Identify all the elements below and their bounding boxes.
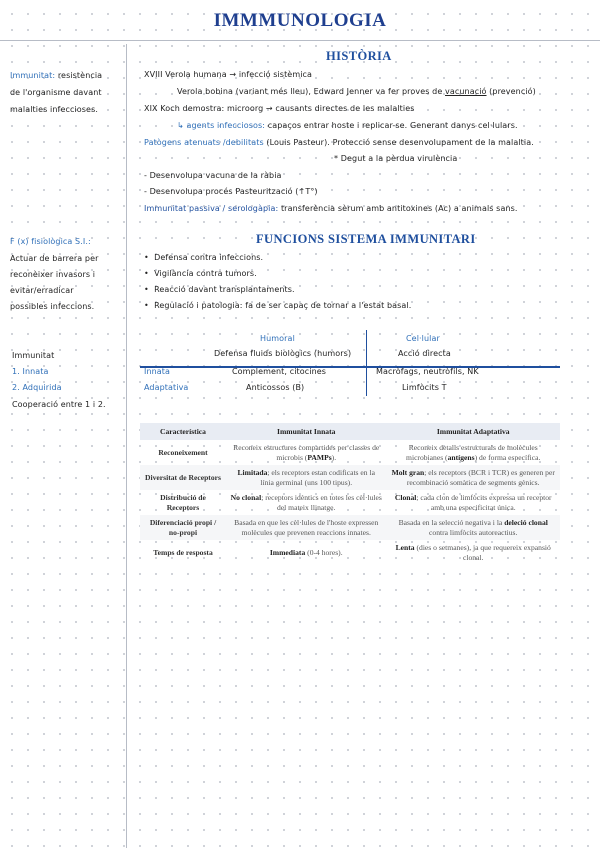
funcio-bullet: • Defensa contra infeccions. [144, 253, 264, 262]
funcio-bullet: • Regulació i patologia: fa de ser capaç de tornar a l'estat basal. [144, 301, 412, 310]
col-header: Immunitat Adaptativa [386, 423, 560, 440]
historia-line: ↳ agents infecciosos: capaços entrar hoste i replicar-se. Generant danys cel·lulars. [177, 121, 518, 130]
historia-line: - Desenvolupa procés Pasteurització (↑T°) [144, 187, 318, 196]
funcio-bullet: • Vigilància contra tumors. [144, 269, 257, 278]
mini-table-hline [140, 366, 560, 368]
adaptativa-cell: Basada en la selecció negativa i la deleció clonal contra limfòcits autoreactius. [386, 515, 560, 540]
title-divider [0, 40, 600, 41]
row-label: Reconeixement [158, 448, 208, 458]
funcions-side-line: evitar/erradicar [10, 286, 74, 295]
adaptativa-cell: Molt gran; els receptors (BCR i TCR) es generen per recombinació somàtica de segments gènics. [386, 465, 560, 490]
immunitat-notes-title: Immunitat [12, 351, 55, 360]
mini-cell: Anticossos (B) [246, 383, 305, 392]
historia-line: Patògens atenuats /debilitats (Louis Pasteur). Protecció sense desenvolupament de la malaltia. [144, 138, 534, 147]
mini-col-humoral: Humoral [260, 334, 295, 343]
table-header-row [140, 423, 560, 440]
table-row [140, 515, 560, 540]
agents-infecciosos-term: agents infecciosos: [186, 121, 266, 130]
historia-side-line: malalties infeccioses. [10, 105, 98, 114]
adaptativa-cell: Reconeix detalls estructurals de molècules microbianes (antígens) de forma específica. [406, 443, 541, 462]
historia-heading: HISTÒRIA [326, 49, 392, 63]
historia-line: * Degut a la pèrdua virulència [334, 154, 458, 163]
historia-line: Immunitat passiva / serologàpia: transferència sèrum amb antitoxines (Ac) a animals sans. [144, 204, 518, 213]
humoral-cellular-table [140, 330, 560, 396]
historia-line: - Desenvolupa vacuna de la ràbia [144, 171, 282, 180]
mini-table-vline [366, 330, 367, 396]
innata-cell: Basada en que les cèl·lules de l'hoste expressen molècules que prevenen reaccions innates. [226, 515, 386, 540]
adaptativa-cell: Lenta (dies o setmanes), ja que requereix expansió clonal. [395, 543, 551, 562]
row-label: Distribució de Receptors [160, 493, 206, 512]
mini-row-innata: Innata [144, 367, 171, 376]
historia-line: Verola bobina (variant més lleu), Edward Jenner va fer proves de vacunació (prevenció) [177, 87, 536, 96]
row-label: Diferenciació propi / no-propi [140, 515, 226, 540]
innata-cell: No clonal; receptors idèntics en totes les cèl·lules del mateix llinatge. [230, 493, 382, 512]
table-row [140, 465, 560, 490]
innata-cell: Limitada; els receptors estan codificats en la línia germinal (uns 100 tipus). [226, 465, 386, 490]
mini-cell: Complement, citocines [232, 367, 327, 376]
funcions-side-line: possibles infeccions. [10, 302, 95, 311]
table-row [140, 540, 560, 565]
mini-col-humoral-sub: Defensa fluids biològics (humors) [214, 349, 352, 358]
historia-line: XVIII Verola humana → infecció sistèmica [144, 70, 313, 79]
comparison-table [140, 423, 560, 565]
table-row [140, 440, 560, 465]
funcio-bullet: • Reacció davant transplantaments. [144, 285, 295, 294]
mini-col-cellular-sub: Acció directa [398, 349, 451, 358]
row-label: Temps de resposta [153, 548, 213, 558]
margin-divider [126, 44, 127, 848]
innata-cell: Reconeix estructures compartides per classes de microbis (PAMPs). [233, 443, 380, 462]
immunitat-passiva-term: Immunitat passiva / serologàpia: [144, 204, 279, 213]
mini-row-adaptativa: Adaptativa [144, 383, 189, 392]
funcions-heading: FUNCIONS SISTEMA IMMUNITARI [256, 232, 476, 246]
patogens-term: Patògens atenuats /debilitats [144, 138, 264, 147]
page-title: IMMMUNOLOGIA [213, 10, 387, 31]
funcions-side-line: Actuar de barrera per [10, 254, 99, 263]
adaptativa-cell: Clonal; cada clon de limfòcits expressa un receptor amb una especificitat única. [394, 493, 552, 512]
immunitat-note-cooperacio: Cooperació entre 1 i 2. [12, 400, 106, 409]
row-label: Diversitat de Receptors [140, 465, 226, 490]
vacunacio-term: vacunació [445, 87, 487, 96]
mini-cell: Macròfags, neutròfils, NK [376, 367, 479, 376]
immunitat-term: Immunitat: [10, 71, 56, 80]
funcions-side-title: F (x) fisiològica S.I.: [10, 237, 91, 246]
col-header: Característica [140, 423, 226, 440]
historia-side-line: de l'organisme davant [10, 88, 102, 97]
immunitat-note-adquirida: 2. Adquirida [12, 383, 62, 392]
funcions-side-line: reconèixer invasors i [10, 270, 96, 279]
mini-col-cellular: Cel·lular [406, 334, 440, 343]
historia-side-note: Immunitat: resistència [10, 71, 103, 80]
innata-cell: Immediata (0-4 hores). [269, 548, 343, 558]
col-header: Immunitat Innata [226, 423, 386, 440]
mini-cell: Limfòcits T [402, 383, 447, 392]
immunitat-note-innata: 1. Innata [12, 367, 49, 376]
historia-line: XIX Koch demostra: microorg → causants directes de les malalties [144, 104, 415, 113]
table-row [140, 490, 560, 515]
